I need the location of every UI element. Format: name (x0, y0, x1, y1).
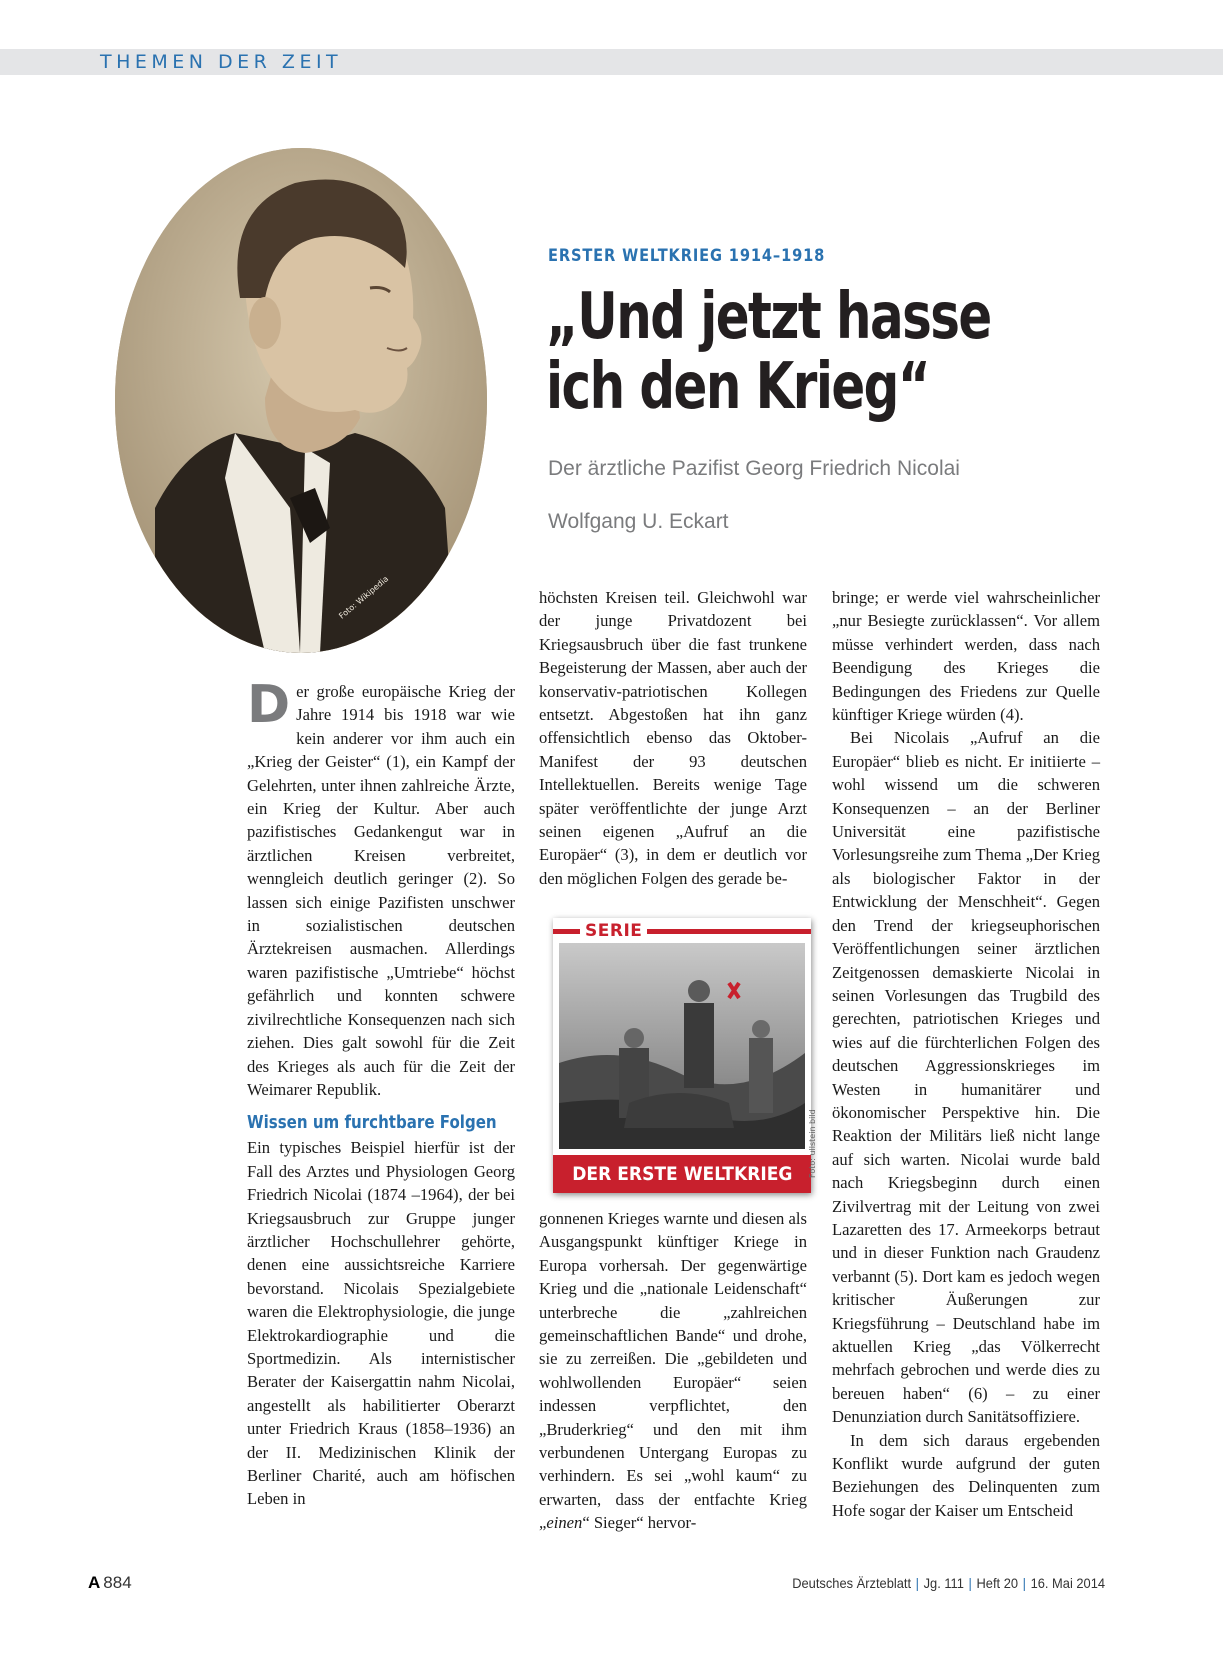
column-3 (832, 586, 1100, 1522)
section-subheading: Wissen um furchtbare Folgen (247, 1113, 497, 1134)
column-3-paragraph-3: In dem sich daraus ergebenden Konflikt wurde aufgrund der guten Beziehungen des Delinquenten zum Hofe sogar der Kaiser um Entscheid (832, 1430, 1100, 1520)
series-tag: SERIE (580, 918, 647, 944)
section-label: THEMEN DER ZEIT (100, 51, 343, 73)
series-photo (559, 943, 805, 1149)
journal-volume: Jg. 111 (923, 1575, 964, 1591)
series-photo-credit: Foto: ullstein bild (808, 1109, 817, 1178)
series-caption (553, 1155, 811, 1193)
journal-name: Deutsches Ärzteblatt (792, 1575, 911, 1591)
article-subtitle: Der ärztliche Pazifist Georg Friedrich Nicolai (548, 457, 960, 480)
column-1-paragraph-1 (247, 675, 515, 1101)
article-title-line-2: ich den Krieg“ (546, 350, 930, 425)
column-1 (247, 675, 515, 1511)
article-title (546, 282, 1045, 423)
column-2-paragraph-2 (539, 1207, 807, 1535)
article-title-line-1: „Und jetzt hasse (546, 280, 991, 354)
series-photo-illustration (559, 943, 805, 1149)
column-3-paragraph-1: bringe; er werde viel wahrscheinlicher „nur Besiegte zurücklassen“. Vor allem müsse verhindert werden, dass nach Beendigung des Krieges die Bedingungen des Friedens zur Quelle künftiger Kriege würden (4). (832, 588, 1100, 725)
page-prefix: A (88, 1573, 101, 1592)
column-2-emphasis: einen (546, 1513, 583, 1533)
column-2-lower (539, 1207, 807, 1535)
series-teaser-box (553, 918, 811, 1193)
journal-citation: Deutsches Ärzteblatt | Jg. 111 | Heft 20 | 16. Mai 2014 (792, 1575, 1105, 1591)
column-2-paragraph-2-text-a: gonnenen Krieges warnte und diesen als Ausgangspunkt künftiger Kriege in Europa vorhersah. Der gegenwärtige Krieg und die „nationale Leidenschaft“ unterbreche die „zahlreichen gemeinschaftlichen Bande“ und drohe, sie zu zerreißen. Die „gebildeten und wohlwollenden Europäer“ seien indessen verpflichtet, den „Bruderkrieg“ und den mit ihm verbundenen Untergang Europas zu verhindern. Es sei „wohl kaum“ zu erwarten, dass der entfachte Krieg „ (539, 1209, 807, 1533)
column-1-paragraph-1-text: er große europäische Krieg der Jahre 1914 bis 1918 war wie kein anderer vor ihm auch ein „Krieg der Geister“ (1), ein Kampf der Gelehrten, unter ihnen zahlreiche Ärzte, ein Krieg der Kultur. Aber auch pazifistisches Gedankengut war in ärztlichen Kreisen verbreitet, wenngleich deutlich geringer (2). So lassen sich einige Pazifisten unschwer in sozialistischen deutschen Ärztekreisen ausmachen. Allerdings waren pazifistische „Umtriebe“ höchst gefährlich und konnten schwere zivilrechtliche Konsequenzen nach sich ziehen. Dies galt sowohl für die Zeit des Krieges als auch für die Zeit der Weimarer Republik. (247, 682, 515, 1099)
column-2-paragraph-2-text-b: “ Sieger“ hervor- (582, 1513, 697, 1533)
page-number (88, 1573, 132, 1593)
column-3-paragraph-2: Bei Nicolais „Aufruf an die Europäer“ blieb es nicht. Er initiierte – wohl wissend um die schweren Konsequenzen – an der Berliner Universität eine pazifistische Vorlesungsreihe zum Thema „Der Krieg als biologischer Faktor in der Entwicklung der Menschheit“. Gegen den Trend der kriegseuphorischen Veröffentlichungen seiner ärztlichen Zeitgenossen demaskierte Nicolai in seinen Vorlesungen das Trugbild des gerechten, patriotischen Krieges und wies auf die fürchterlichen Folgen des deutschen Aggressionskrieges im Westen in humanitärer und ökonomischer Perspektive hin. Die Reaktion der Militärs ließ nicht lange auf sich warten. Nicolai wurde bald nach Kriegsbeginn durch einen Zivilvertrag mit der Leitung von zwei Lazaretten des 17. Armeekorps betraut und in dieser Funktion nach Graudenz verbannt (5). Dort kam es jedoch wegen kritischer Äußerungen zur Kriegsführung – Deutschland habe im aktuellen Krieg „das Völkerrecht mehrfach gebrochen und werde dies zu bereuen haben“ (6) – zu einer Denunziation durch Sanitätsoffiziere. (832, 728, 1100, 1427)
page-number-value: 884 (103, 1573, 132, 1592)
column-1-paragraph-2: Ein typisches Beispiel hierfür ist der Fall des Arztes und Physiologen Georg Friedrich Nicolai (1874 –1964), der bei Kriegsausbruch zur Gruppe junger ärztlicher Hochschullehrer gehörte, denen eine aussichtsreiche Karriere bevorstand. Nicolais Spezialgebiete waren die Elektrophysiologie, die junge Elektrokardiographie und die Sportmedizin. Als internistischer Berater der Kaisergattin nahm Nicolai, angestellt als habilitierter Oberarzt unter Friedrich Kraus (1858–1936) an der II. Medizinischen Klinik der Berliner Charité, auch am höfischen Leben in (247, 1138, 515, 1509)
series-caption-text: DER ERSTE WELTKRIEG (571, 1163, 793, 1185)
portrait-photo (115, 148, 487, 653)
article-kicker: ERSTER WELTKRIEG 1914–1918 (548, 246, 826, 266)
journal-date: 16. Mai 2014 (1030, 1575, 1105, 1591)
portrait-photo-credit: Foto: Wikipedia (337, 574, 391, 621)
article-author: Wolfgang U. Eckart (548, 510, 729, 533)
journal-issue: Heft 20 (976, 1575, 1018, 1591)
column-2-paragraph-1: höchsten Kreisen teil. Gleichwohl war der junge Privatdozent bei Kriegsausbruch über die fast trunkene Begeisterung der Massen, aber auch der konservativ-patriotischen Kollegen entsetzt. Abgestoßen hat ihn ganz offensichtlich ebenso das Oktober-Manifest der 93 deutschen Intellektuellen. Bereits wenige Tage später veröffentlichte der junge Arzt seinen eigenen „Aufruf an die Europäer“ (3), in dem er deutlich vor den möglichen Folgen des gerade be- (539, 588, 807, 888)
column-2-upper (539, 586, 807, 890)
portrait-illustration (115, 148, 487, 653)
drop-cap: D (247, 675, 291, 735)
